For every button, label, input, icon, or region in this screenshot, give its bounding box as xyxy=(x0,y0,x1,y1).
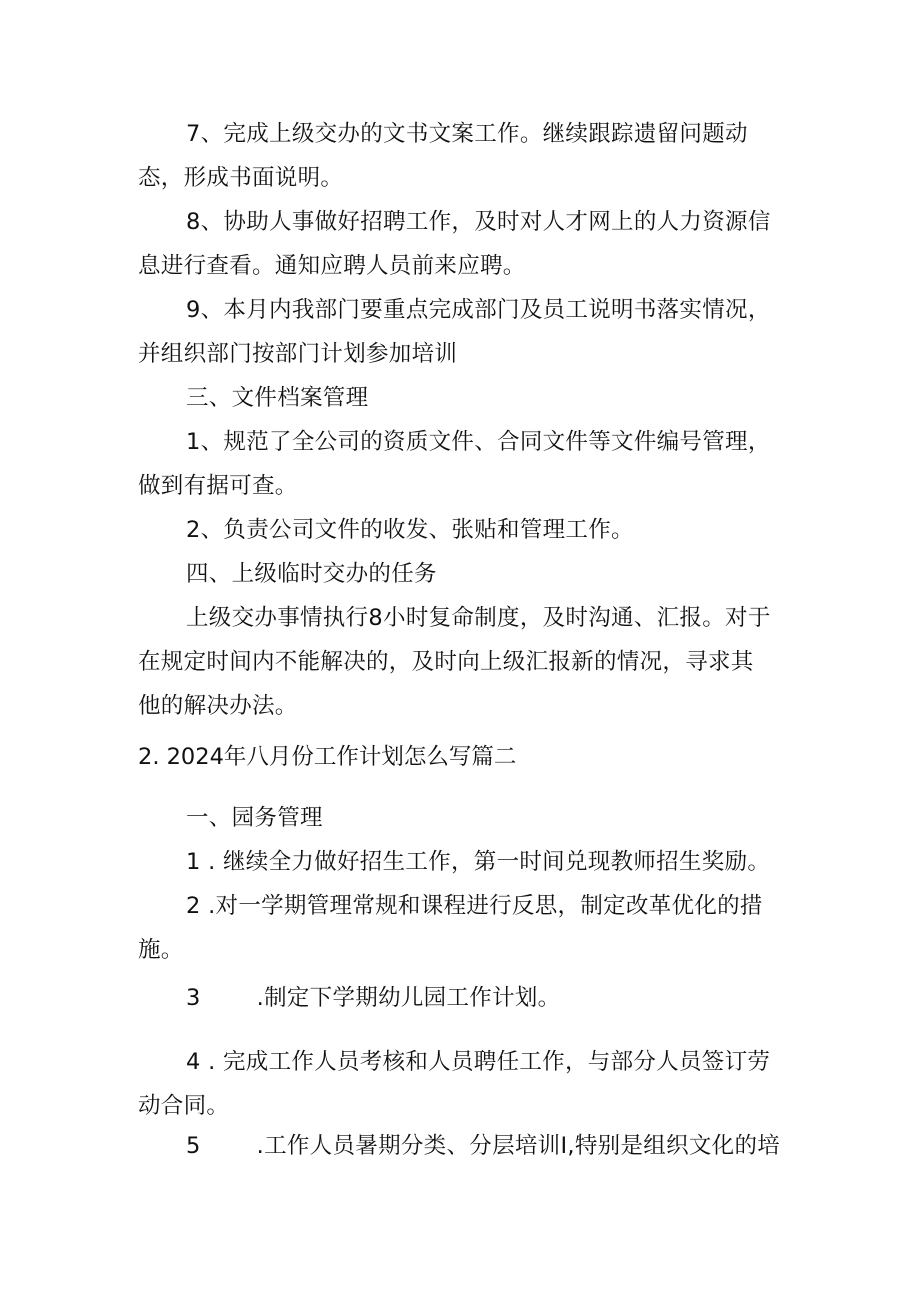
paragraph-part2-item-4 xyxy=(138,1040,782,1128)
paragraph-item-7 xyxy=(138,112,782,200)
paragraph-line: 9、本月内我部门要重点完成部门及员工说明书落实情况， xyxy=(186,297,771,323)
paragraph-part2-item-5 xyxy=(138,1124,782,1168)
paragraph-part2-item-3 xyxy=(138,976,782,1020)
paragraph-part2-item-2 xyxy=(138,884,782,972)
paragraph-line xyxy=(138,1124,782,1168)
paragraph-line: 7、完成上级交办的文书文案工作。继续跟踪遗留问题动 xyxy=(186,121,748,147)
paragraph-line: 做到有据可查。 xyxy=(138,473,298,499)
item-text: .工作人员暑期分类、分层培训I,特别是组织文化的培 xyxy=(256,1133,781,1159)
paragraph-task-report xyxy=(138,596,782,728)
paragraph-line xyxy=(138,976,782,1020)
paragraph-line: 他的解决办法。 xyxy=(138,693,298,719)
item-text: .制定下学期幼儿园工作计划。 xyxy=(256,985,561,1011)
section-title-part-two: 2. 2024年八月份工作计划怎么写篇二 xyxy=(138,744,517,770)
paragraph-line: 施。 xyxy=(138,937,184,963)
item-number: 5 xyxy=(186,1133,201,1159)
paragraph-part2-item-1 xyxy=(138,840,782,884)
section-heading-kindergarten-affairs xyxy=(138,796,782,840)
paragraph-line: 动合同。 xyxy=(138,1093,230,1119)
item-number: 3 xyxy=(186,985,201,1011)
heading-text: 一、园务管理 xyxy=(186,805,323,831)
heading-text: 四、上级临时交办的任务 xyxy=(186,561,437,587)
paragraph-line: 在规定时间内不能解决的，及时向上级汇报新的情况，寻求其 xyxy=(138,649,754,675)
section-heading-temporary-tasks xyxy=(138,552,782,596)
section-heading-file-archive xyxy=(138,376,782,420)
paragraph-line: 2 .对一学期管理常规和课程进行反思，制定改革优化的措 xyxy=(186,893,763,919)
paragraph-line: 2、负责公司文件的收发、张贴和管理工作。 xyxy=(186,517,634,543)
paragraph-line: 1、规范了全公司的资质文件、合同文件等文件编号管理， xyxy=(186,429,771,455)
paragraph-line: 态，形成书面说明。 xyxy=(138,165,344,191)
paragraph-line: 息进行查看。通知应聘人员前来应聘。 xyxy=(138,253,526,279)
heading-text: 三、文件档案管理 xyxy=(186,385,369,411)
paragraph-item-9 xyxy=(138,288,782,376)
paragraph-line: 1 . 继续全力做好招生工作，第一时间兑现教师招生奖励。 xyxy=(186,849,771,875)
paragraph-item-8 xyxy=(138,200,782,288)
paragraph-file-item-1 xyxy=(138,420,782,508)
paragraph-line: 8、协助人事做好招聘工作，及时对人才网上的人力资源信 xyxy=(186,209,771,235)
paragraph-line: 并组织部门按部门计划参加培训 xyxy=(138,341,458,367)
paragraph-line: 4 . 完成工作人员考核和人员聘任工作，与部分人员签订劳 xyxy=(186,1049,771,1075)
paragraph-line: 上级交办事情执行8小时复命制度，及时沟通、汇报。对于 xyxy=(186,605,771,631)
paragraph-file-item-2 xyxy=(138,508,782,552)
